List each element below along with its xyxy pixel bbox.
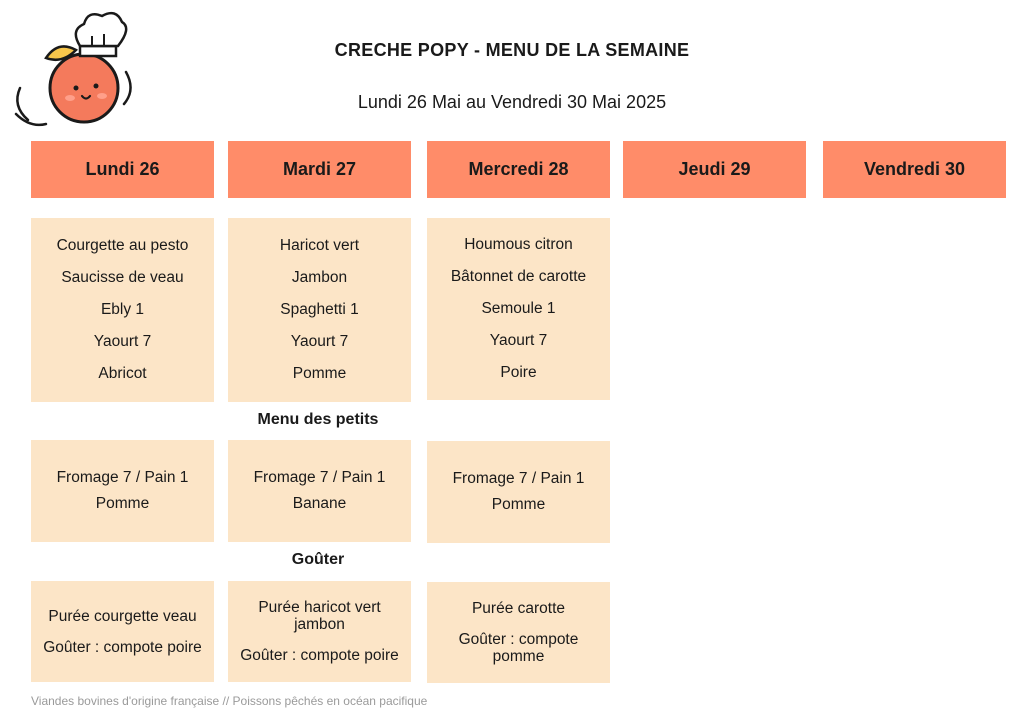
day-header-lundi: Lundi 26	[31, 141, 214, 198]
menu-item: Jambon	[291, 269, 348, 286]
menu-item: Spaghetti 1	[280, 301, 359, 318]
menu-item: Houmous citron	[464, 236, 573, 253]
section-title-gouter: Goûter	[291, 551, 345, 568]
menu-item: Banane	[292, 495, 347, 512]
menu-item: Abricot	[98, 365, 147, 382]
petits-card-mardi	[228, 440, 411, 542]
menu-item: Semoule 1	[481, 300, 556, 317]
menu-item: Purée courgette veau	[48, 607, 197, 625]
main-menu-card-lundi	[31, 218, 214, 402]
petits-card-lundi	[31, 440, 214, 542]
menu-item: Yaourt 7	[290, 333, 349, 350]
menu-item: Bâtonnet de carotte	[450, 268, 587, 285]
menu-item: Purée carotte	[471, 600, 566, 617]
menu-item: Haricot vert	[279, 237, 360, 254]
petits-card-mercredi	[427, 441, 610, 543]
menu-item: Fromage 7 / Pain 1	[56, 469, 189, 486]
day-header-mardi: Mardi 27	[228, 141, 411, 198]
menu-item: Fromage 7 / Pain 1	[253, 469, 386, 486]
menu-item: Purée haricot vert jambon	[258, 599, 381, 633]
gouter-card-lundi	[31, 581, 214, 682]
menu-item: Courgette au pesto	[56, 237, 189, 254]
menu-item: Ebly 1	[100, 301, 145, 318]
menu-item: Yaourt 7	[93, 333, 152, 350]
page-title: CRECHE POPY - MENU DE LA SEMAINE	[334, 40, 690, 60]
menu-item: Saucisse de veau	[61, 269, 184, 286]
menu-item: Pomme	[292, 365, 347, 382]
day-header-mercredi: Mercredi 28	[427, 141, 610, 198]
gouter-card-mercredi	[427, 582, 610, 683]
menu-item: Pomme	[95, 495, 150, 512]
menu-item: Fromage 7 / Pain 1	[452, 470, 585, 487]
menu-item: Poire	[500, 364, 537, 381]
gouter-card-mardi	[228, 581, 411, 682]
menu-item: Goûter : compote pomme	[458, 631, 579, 665]
menu-item: Goûter : compote poire	[240, 647, 399, 664]
footer-note: Viandes bovines d'origine française // Poissons pêchés en océan pacifique	[31, 694, 428, 708]
page-subtitle: Lundi 26 Mai au Vendredi 30 Mai 2025	[357, 92, 667, 112]
main-menu-card-mardi	[228, 218, 411, 402]
menu-item: Goûter : compote poire	[43, 638, 202, 656]
menu-item: Yaourt 7	[489, 332, 548, 349]
section-title-petits: Menu des petits	[257, 411, 379, 428]
chef-peach-logo-icon	[6, 6, 136, 130]
day-header-jeudi: Jeudi 29	[623, 141, 806, 198]
day-header-vendredi: Vendredi 30	[823, 141, 1006, 198]
main-menu-card-mercredi	[427, 218, 610, 400]
menu-item: Pomme	[491, 496, 546, 513]
